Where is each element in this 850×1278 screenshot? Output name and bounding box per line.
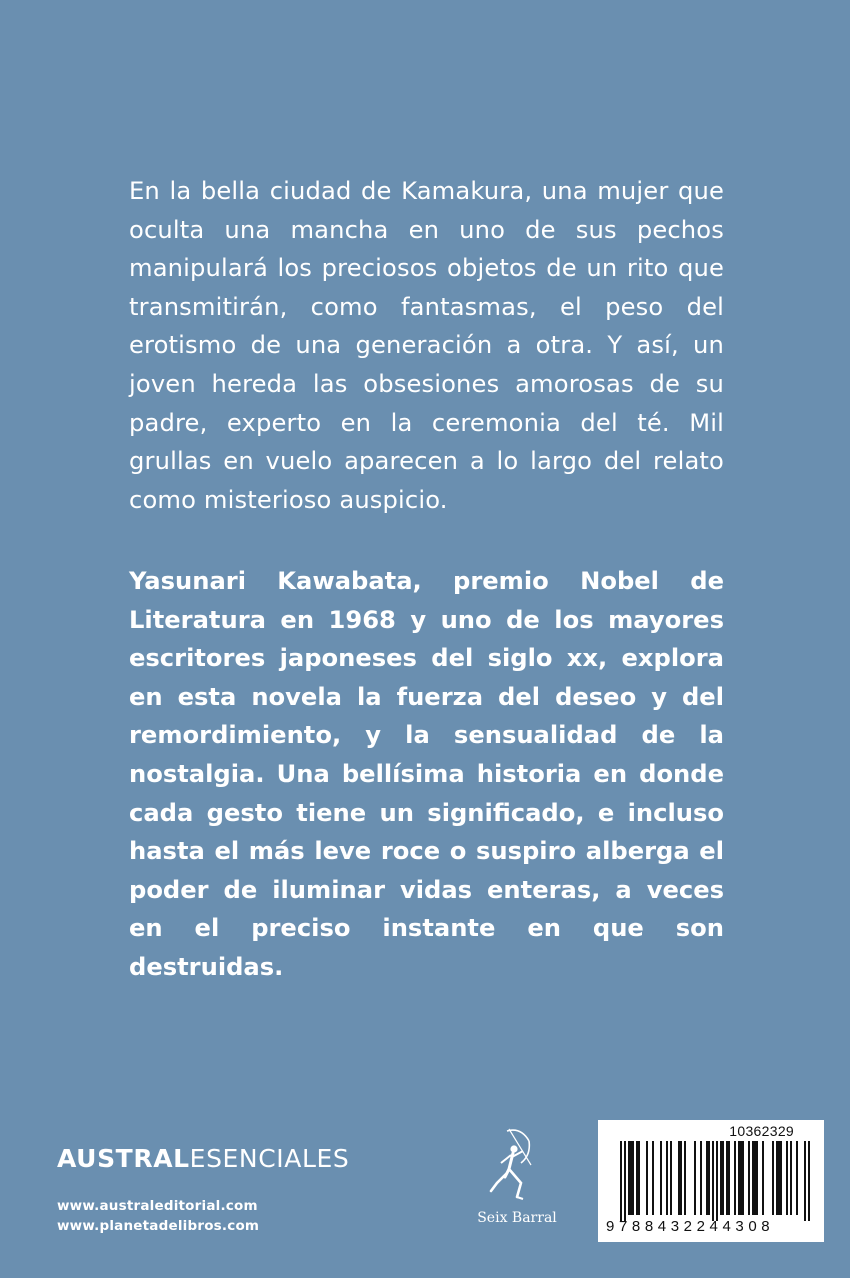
barcode-bar: [630, 1141, 632, 1215]
barcode-bar: [790, 1141, 792, 1215]
website-link-austral[interactable]: www.australeditorial.com: [57, 1198, 258, 1214]
barcode-bar: [772, 1141, 774, 1215]
barcode-bar: [628, 1141, 630, 1215]
barcode-bar: [636, 1141, 638, 1215]
barcode-bar: [678, 1141, 680, 1215]
barcode-bar: [728, 1141, 730, 1215]
barcode-bar: [776, 1141, 778, 1215]
barcode-bar: [700, 1141, 702, 1215]
barcode-bar: [754, 1141, 756, 1215]
barcode-bar: [786, 1141, 788, 1215]
barcode-bar: [670, 1141, 672, 1215]
barcode-bar: [740, 1141, 742, 1215]
isbn-digits: 9788432244308: [606, 1218, 775, 1235]
barcode-bar: [738, 1141, 740, 1215]
isbn-barcode: [598, 1120, 824, 1242]
barcode-bar: [638, 1141, 640, 1215]
barcode-bar: [652, 1141, 654, 1215]
barcode-bar: [734, 1141, 736, 1215]
barcode-bar: [712, 1141, 714, 1221]
barcode-bar: [726, 1141, 728, 1215]
barcode-bar: [708, 1141, 710, 1215]
barcode-bar: [748, 1141, 750, 1215]
barcode-bar: [720, 1141, 722, 1215]
publisher-name: Seix Barral: [477, 1210, 557, 1226]
barcode-bar: [804, 1141, 806, 1221]
publisher-logo: [472, 1125, 562, 1235]
barcode-bar: [722, 1141, 724, 1215]
barcode-bar: [778, 1141, 780, 1215]
barcode-bar: [706, 1141, 708, 1215]
barcode-bar: [620, 1141, 622, 1221]
collection-name-light: ESENCIALES: [189, 1144, 350, 1173]
barcode-bar: [694, 1141, 696, 1215]
barcode-bar: [808, 1141, 810, 1221]
website-link-planeta[interactable]: www.planetadelibros.com: [57, 1218, 260, 1234]
barcode-bar: [796, 1141, 798, 1215]
barcode-bar: [666, 1141, 668, 1215]
barcode-bar: [684, 1141, 686, 1215]
barcode-bar: [752, 1141, 754, 1215]
synopsis-paragraph: En la bella ciudad de Kamakura, una mujer que oculta una mancha en uno de sus pechos manipulará los preciosos objetos de un rito que transmitirán, como fantasmas, el peso del erotismo de una generación a otra. Y así, un joven hereda las obsesiones amorosas de su padre, experto en la ceremonia del té. Mil grullas en vuelo aparecen a lo largo del relato como misterioso auspicio.: [129, 177, 724, 514]
barcode-bar: [716, 1141, 718, 1221]
internal-code: 10362329: [729, 1123, 794, 1139]
barcode-bar: [762, 1141, 764, 1215]
author-paragraph: Yasunari Kawabata, premio Nobel de Literatura en 1968 y uno de los mayores escritores japoneses del siglo xx, explora en esta novela la fuerza del deseo y del remordimiento, y la sensualidad de la nostalgia. Una bellísima historia en donde cada gesto tiene un significado, e incluso hasta el más leve roce o suspiro alberga el poder de iluminar vidas enteras, a veces en el preciso instante en que son destruidas.: [129, 567, 724, 981]
barcode-bar: [756, 1141, 758, 1215]
barcode-bar: [660, 1141, 662, 1215]
barcode-bar: [780, 1141, 782, 1215]
barcode-bar: [624, 1141, 626, 1221]
barcode-bar: [646, 1141, 648, 1215]
barcode-bar: [742, 1141, 744, 1215]
barcode-bar: [632, 1141, 634, 1215]
collection-name: [57, 1144, 349, 1173]
archer-figure-icon: [487, 1125, 547, 1207]
barcode-bar: [680, 1141, 682, 1215]
collection-name-bold: AUSTRAL: [57, 1144, 190, 1173]
